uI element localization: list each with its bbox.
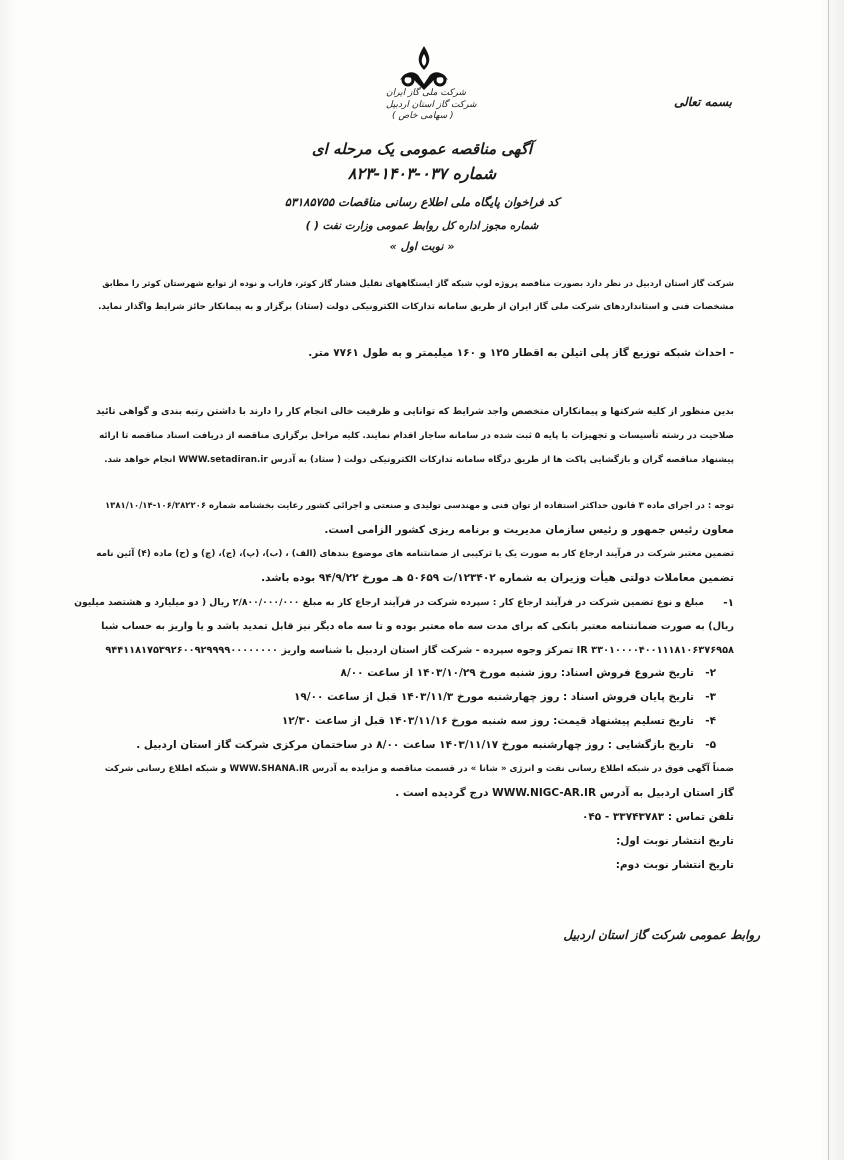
tender-number: شماره ۰۳۷-۱۴۰۳-۸۲۳: [347, 164, 497, 183]
publish-date-first: تاریخ انتشار نوبت اول:: [616, 835, 734, 847]
eligibility-line: پیشنهاد مناقصه گران و بازگشایی پاکت ها از طریق درگاه سامانه تدارکات الکترونیکی دولت ( ستاد) به آدرس WWW.setadiran.ir انجام خواهد شد.: [104, 455, 734, 465]
eligibility-line: صلاحیت در رشته تأسیسات و تجهیزات با پایه ۵ ثبت شده در سامانه ساجار اقدام نمایند. کلیه مراحل برگزاری مناقصه از دریافت اسناد مناقصه تا ارائه: [99, 431, 734, 441]
item-number: ۵-: [705, 739, 716, 751]
setad-code: کد فراخوان پایگاه ملی اطلاع رسانی مناقصات ۵۳۱۸۵۷۵۵: [284, 195, 560, 209]
bismillah-heading: بسمه تعالی: [673, 95, 732, 109]
logo-caption-line: شرکت گاز استان اردبیل: [386, 100, 477, 110]
item-number: ۴-: [705, 715, 716, 727]
item-line: تاریخ بازگشایی : روز چهارشنبه مورخ ۱۴۰۳/۱۱/۱۷ ساعت ۸/۰۰ در ساختمان مرکزی شرکت گاز استان اردبیل .: [136, 739, 694, 751]
logo-caption-line: شرکت ملی گاز ایران: [386, 88, 466, 98]
eligibility-line: بدین منظور از کلیه شرکتها و پیمانکاران متخصص واجد شرایط که توانایی و ظرفیت خالی انجام کار را دارند با داشتن رتبه بندی و گواهی تائید: [95, 406, 734, 417]
item-line: مبلغ و نوع تضمین شرکت در فرآیند ارجاع کار : سپرده شرکت در فرآیند ارجاع کار به مبلغ ۲/۸۰۰/۰۰۰/۰۰۰ ریال ( دو میلیارد و هشتصد میلیون: [74, 597, 704, 608]
item-number: ۱-: [723, 597, 734, 609]
item-line: ریال) به صورت ضمانتنامه معتبر بانکی که برای مدت سه ماه معتبر بوده و تا سه ماه دیگر نیز قابل تمدید باشد و یا واریز به حساب شبا: [101, 621, 734, 632]
note-line: توجه : در اجرای ماده ۳ قانون حداکثر استفاده از توان فنی و مهندسی تولیدی و صنعتی و اجرائی کشور رعایت بخشنامه شماره ۱۰۶/۲۸۲۲۰۶-۱۳۸۱/۱۰/۱۴: [104, 501, 734, 511]
note-line: تضمین معتبر شرکت در فرآیند ارجاع کار به صورت یک یا ترکیبی از ضمانتنامه های موضوع بندهای (الف) ، (ب)، (پ)، (ج)، (چ) و (ح) ماده (۴) آئین نامه: [96, 549, 734, 559]
contact-phone: تلفن تماس : ۳۳۷۴۳۷۸۳ - ۰۴۵: [581, 811, 734, 823]
note-line: معاون رئیس جمهور و رئیس سازمان مدیریت و برنامه ریزی کشور الزامی است.: [324, 524, 734, 536]
item-line: تاریخ تسلیم پیشنهاد قیمت: روز سه شنبه مورخ ۱۴۰۳/۱۱/۱۶ قبل از ساعت ۱۲/۳۰: [281, 715, 694, 727]
logo-caption-line: ( سهامی خاص ): [392, 111, 454, 121]
scope-item: - احداث شبکه توزیع گاز پلی اتیلن به اقطار ۱۲۵ و ۱۶۰ میلیمتر و به طول ۷۷۶۱ متر.: [308, 347, 734, 359]
publish-date-second: تاریخ انتشار نوبت دوم:: [615, 859, 734, 871]
note-line: تضمین معاملات دولتی هیأت وزیران به شماره ۱۲۳۴۰۲/ت ۵۰۶۵۹ هـ مورخ ۹۴/۹/۲۲ بوده باشد.: [261, 572, 734, 584]
permit-number: شماره مجوز اداره کل روابط عمومی وزارت نفت ( ): [305, 220, 539, 232]
item-number: ۳-: [705, 691, 716, 703]
item-line: IR ۳۳۰۱۰۰۰۰۴۰۰۱۱۱۸۱۰۶۳۷۶۹۵۸ تمرکز وجوه سپرده - شرکت گاز استان اردبیل با شناسه واریز ۹۴۴۱۱۸۱۷۵۳۹۲۶۰۰۹۲۹۹۹۹۰۰۰۰۰۰۰۰: [105, 645, 734, 656]
page-title: آگهی مناقصه عمومی یک مرحله ای: [311, 140, 533, 158]
intro-line: شرکت گاز استان اردبیل در نظر دارد بصورت مناقصه پروژه لوپ شبکه گاز ایستگاههای تقلیل فشار گاز کوثر، فاراب و نوده از توابع شهرستان کوثر را مطابق: [102, 278, 734, 288]
closing-line: ضمناً آگهی فوق در شبکه اطلاع رسانی نفت و انرژی « شانا » در قسمت مناقصه و مزایده به آدرس WWW.SHANA.IR و شبکه اطلاع رسانی شرکت: [104, 764, 734, 774]
item-line: تاریخ شروع فروش اسناد: روز شنبه مورخ ۱۴۰۳/۱۰/۲۹ از ساعت ۸/۰۰: [340, 667, 694, 679]
signature-line: روابط عمومی شرکت گاز استان اردبیل: [563, 928, 760, 942]
closing-line: گاز استان اردبیل به آدرس WWW.NIGC-AR.IR درج گردیده است .: [395, 787, 734, 799]
intro-line: مشخصات فنی و استانداردهای شرکت ملی گاز ایران از طریق سامانه تدارکات الکترونیکی دولت (ستاد) برگزار و به پیمانکار حائز شرایط واگذار نماید.: [98, 302, 734, 312]
round-label: « نوبت اول »: [389, 240, 455, 253]
item-number: ۲-: [705, 667, 716, 679]
item-line: تاریخ پایان فروش اسناد : روز چهارشنبه مورخ ۱۴۰۳/۱۱/۳ قبل از ساعت ۱۹/۰۰: [293, 691, 694, 703]
